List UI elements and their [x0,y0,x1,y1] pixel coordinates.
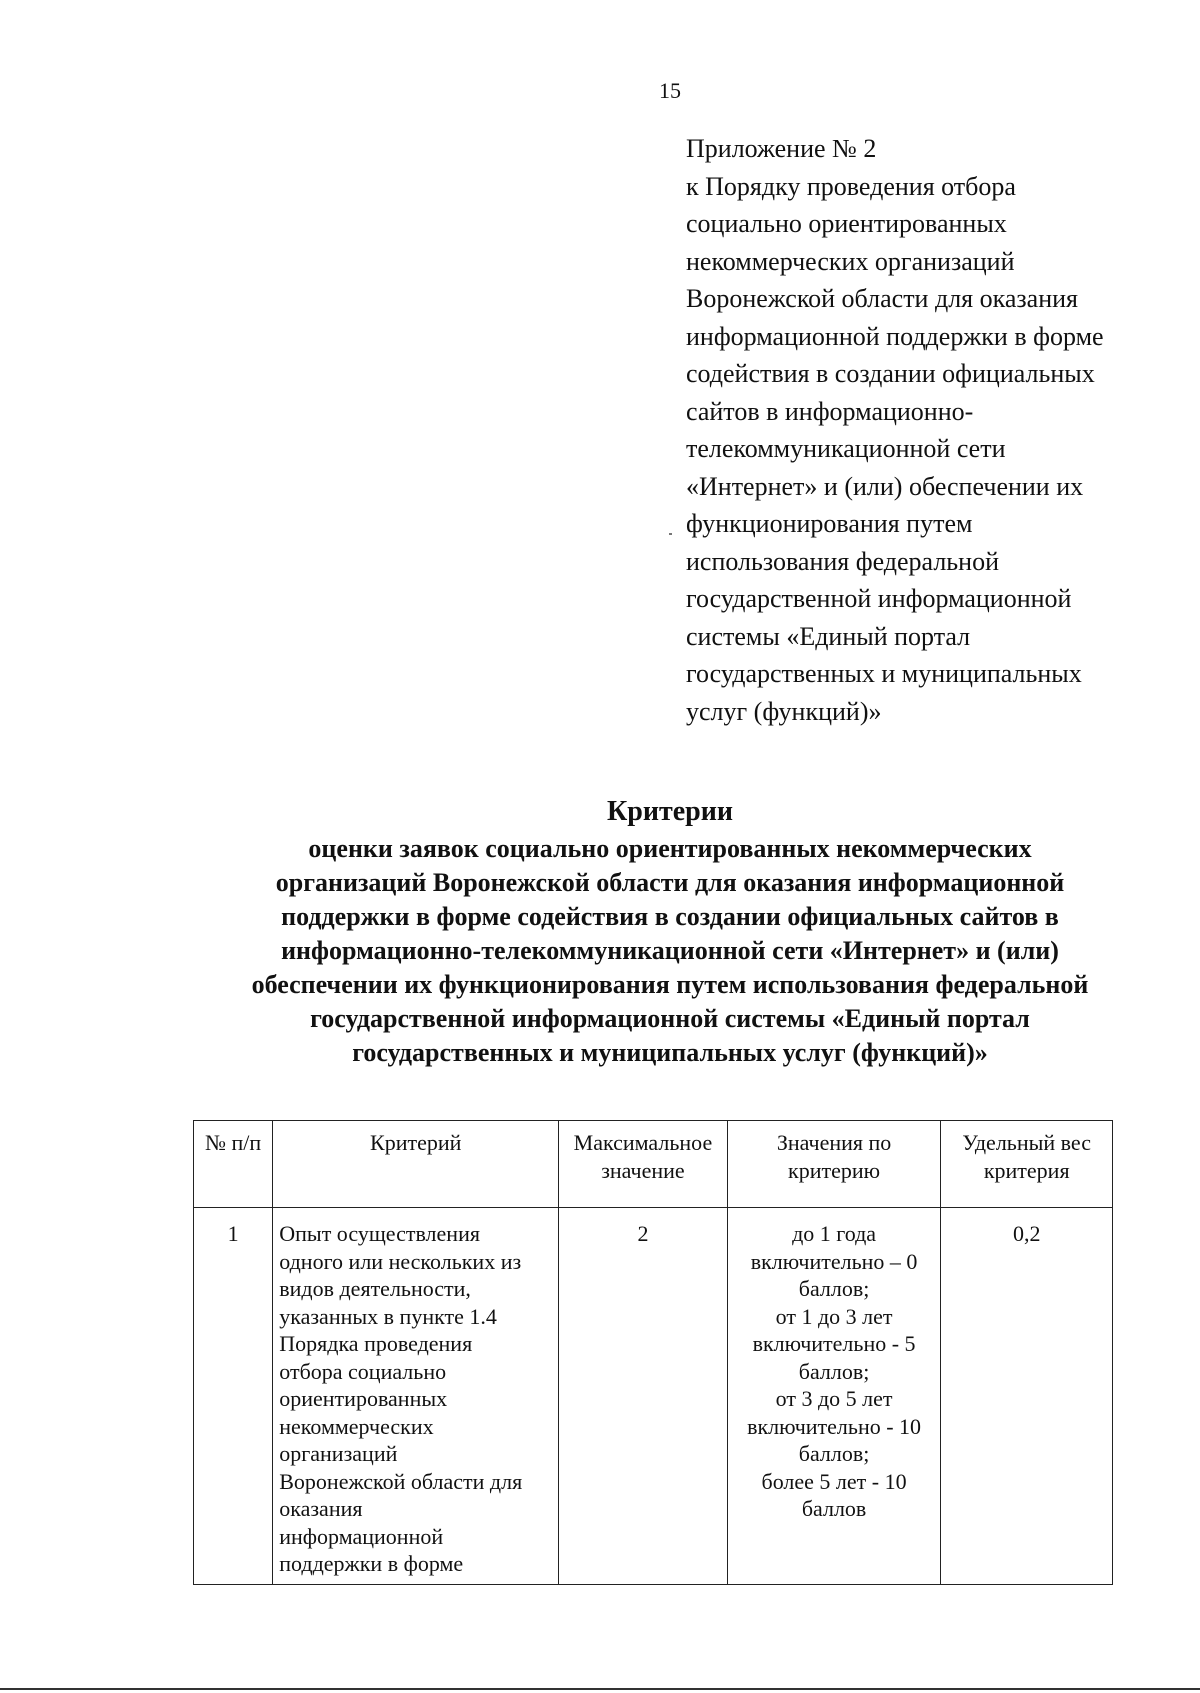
cell-number: 1 [194,1208,273,1585]
text-line: информационной поддержки в форме [686,321,1104,351]
text-line: Приложение № 2 [686,134,877,163]
text-line: включительно - 5 [752,1331,916,1356]
text-line: включительно - 10 [747,1413,922,1439]
text-line: Удельный вес [962,1130,1092,1155]
text-line: использования федеральной [686,546,999,576]
heading-title: Критерии [606,796,734,827]
text-line: баллов; [798,1358,870,1384]
text-line: критерию [788,1157,881,1183]
text-line: баллов [801,1496,867,1521]
text-line: поддержки в форме содействия в создании официальных сайтов в [281,902,1059,931]
text-line: информационно-телекоммуникационной сети «Интернет» и (или) [281,936,1059,965]
page-number: 15 [659,78,681,103]
cell-weight: 0,2 [941,1208,1113,1585]
text-line: некоммерческих организаций [686,246,1015,276]
text-line: функционирования путем [686,509,973,538]
text-line: Критерий [370,1130,462,1155]
text-line: государственных и муниципальных услуг (функций)» [352,1038,988,1067]
text-line: от 1 до 3 лет [775,1303,893,1329]
text-line: оценки заявок социально ориентированных некоммерческих [308,834,1032,863]
text-line: значение [601,1157,685,1183]
header-number [194,1121,273,1208]
text-line: государственной информационной [686,584,1072,613]
cell-criterion [273,1208,559,1585]
cell-max-value: 2 [559,1208,728,1585]
document-heading [150,792,1190,1070]
text-line: услуг (функций)» [686,696,882,726]
text-line: содействия в создании официальных [686,359,1095,388]
heading-subtitle [150,832,1190,1070]
text-line: телекоммуникационной сети [686,434,1006,463]
bottom-rule [0,1688,1200,1690]
text-line: организаций Воронежской области для оказания информационной [275,868,1065,897]
text-line: поддержки в форме [279,1551,464,1576]
text-line: оказания [279,1496,363,1521]
text-line: № п/п [205,1130,262,1155]
text-line: социально ориентированных [686,209,1007,238]
criteria-table [193,1120,1113,1585]
text-line: Порядка проведения [279,1331,473,1356]
text-line: одного или нескольких из [279,1248,522,1274]
text-line: Воронежской области для оказания [686,284,1079,313]
text-line: системы «Единый портал [686,621,971,651]
text-line: до 1 года [792,1221,877,1246]
header-weight [941,1121,1113,1208]
text-line: к Порядку проведения отбора [686,171,1016,201]
text-line: Значения по [776,1130,892,1155]
header-criterion [273,1121,559,1208]
text-line: баллов; [798,1276,870,1301]
text-line: Воронежской области для [279,1468,523,1494]
table-row [194,1208,1113,1585]
cell-values [727,1208,941,1585]
text-line: отбора социально [279,1358,447,1384]
table-header-row [194,1121,1113,1208]
text-line: Максимальное [573,1130,713,1155]
text-line: видов деятельности, [279,1276,471,1301]
text-line: информационной [279,1523,444,1549]
text-line: государственных и муниципальных [686,659,1082,688]
text-line: более 5 лет - 10 [761,1468,907,1494]
text-line: организаций [279,1441,398,1466]
text-line: обеспечении их функционирования путем использования федеральной [251,970,1089,999]
text-line: Опыт осуществления [279,1221,480,1246]
text-line: указанных в пункте 1.4 [279,1303,497,1329]
header-values [727,1121,941,1208]
scan-artifact [669,533,672,535]
appendix-note [686,130,1186,730]
text-line: сайтов в информационно- [686,396,974,426]
text-line: от 3 до 5 лет [775,1386,893,1411]
text-line: включительно – 0 [750,1248,918,1274]
text-line: баллов; [798,1441,870,1466]
text-line: критерия [983,1157,1070,1183]
text-line: некоммерческих [279,1413,434,1439]
text-line: «Интернет» и (или) обеспечении их [686,471,1084,501]
text-line: государственной информационной системы «Единый портал [310,1004,1030,1033]
header-max-value [559,1121,728,1208]
text-line: ориентированных [279,1386,448,1411]
